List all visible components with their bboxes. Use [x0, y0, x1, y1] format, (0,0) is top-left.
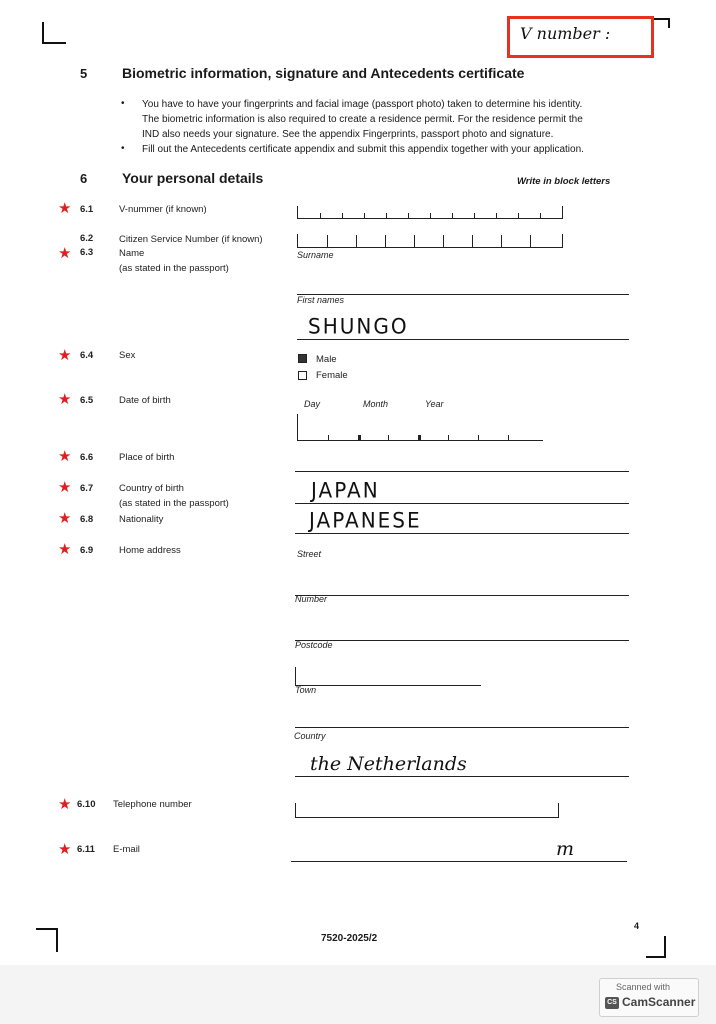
email-value-fragment: m: [556, 838, 575, 860]
form-code: 7520-2025/2: [321, 933, 378, 944]
field-6-1-number: 6.1: [80, 204, 94, 215]
field-6-2-label: Citizen Service Number (if known): [119, 234, 263, 245]
field-6-2-number: 6.2: [80, 233, 94, 244]
surname-label: Surname: [297, 250, 334, 260]
sex-male-checkbox[interactable]: [298, 354, 307, 363]
field-6-10-number: 6.10: [77, 799, 96, 810]
field-6-8-number: 6.8: [80, 514, 94, 525]
field-6-3-sublabel: (as stated in the passport): [119, 263, 229, 274]
required-star-icon: ★: [58, 200, 72, 217]
annotation-text: V number :: [520, 24, 611, 43]
year-label: Year: [425, 399, 444, 409]
field-6-5-number: 6.5: [80, 395, 94, 406]
corner-mark-bottom-left: [36, 928, 58, 952]
number-input[interactable]: [295, 640, 629, 641]
corner-mark-top-right: [652, 18, 670, 28]
street-input[interactable]: [295, 595, 629, 596]
field-6-4-label: Sex: [119, 350, 136, 361]
field-6-7-number: 6.7: [80, 483, 94, 494]
telephone-input[interactable]: [295, 803, 559, 818]
field-6-7-label: Country of birth: [119, 483, 184, 494]
street-label: Street: [297, 549, 322, 559]
section-6-title: Your personal details: [122, 170, 264, 186]
page-number: 4: [634, 921, 640, 931]
section-6-number: 6: [80, 171, 88, 186]
day-label: Day: [304, 399, 321, 409]
field-6-9-number: 6.9: [80, 545, 94, 556]
country-label: Country: [294, 731, 326, 741]
required-star-icon: ★: [58, 841, 72, 858]
first-names-label: First names: [297, 295, 345, 305]
required-star-icon: ★: [58, 347, 72, 364]
required-star-icon: ★: [58, 796, 72, 813]
section-5-title: Biometric information, signature and Antecedents certificate: [122, 65, 525, 81]
camscanner-watermark: [599, 978, 699, 1017]
annotation-box: [507, 16, 654, 58]
country-input[interactable]: [295, 776, 629, 777]
date-of-birth-input[interactable]: [297, 414, 543, 441]
postcode-label: Postcode: [295, 640, 333, 650]
nationality-value: JAPANESE: [309, 507, 422, 533]
field-6-6-label: Place of birth: [119, 452, 175, 463]
field-6-9-label: Home address: [119, 545, 181, 556]
section-5-number: 5: [80, 66, 88, 81]
field-6-4-number: 6.4: [80, 350, 94, 361]
required-star-icon: ★: [58, 245, 72, 262]
field-6-3-label: Name: [119, 248, 145, 259]
bullet-2-text: Fill out the Antecedents certificate appendix and submit this appendix together with your application.: [142, 144, 584, 155]
bullet-1-line-3: IND also needs your signature. See the appendix Fingerprints, passport photo and signature.: [142, 129, 554, 140]
sex-female-checkbox[interactable]: [298, 371, 307, 380]
bullet-1-line-1: You have to have your fingerprints and facial image (passport photo) taken to determine his identity.: [142, 99, 583, 110]
camscanner-badge-text: CS: [607, 999, 617, 1006]
country-of-birth-input[interactable]: [295, 503, 629, 504]
camscanner-logo-icon: [605, 997, 619, 1009]
watermark-scanned-with: Scanned with: [616, 982, 671, 992]
town-label: Town: [295, 685, 317, 695]
nationality-input[interactable]: [295, 533, 629, 534]
number-label: Number: [295, 594, 328, 604]
sex-male-label: Male: [316, 354, 337, 365]
v-number-input[interactable]: [297, 206, 563, 219]
watermark-brand: CamScanner: [622, 995, 696, 1009]
field-6-10-label: Telephone number: [113, 799, 192, 810]
sex-female-label: Female: [316, 370, 348, 381]
required-star-icon: ★: [58, 448, 72, 465]
month-label: Month: [363, 399, 389, 409]
field-6-11-label: E-mail: [113, 844, 140, 855]
field-6-11-number: 6.11: [77, 844, 95, 855]
block-letters-note: Write in block letters: [517, 176, 611, 187]
country-value: the Netherlands: [310, 753, 467, 775]
first-names-input[interactable]: [297, 339, 629, 340]
field-6-7-sublabel: (as stated in the passport): [119, 498, 229, 509]
required-star-icon: ★: [58, 479, 72, 496]
country-of-birth-value: JAPAN: [311, 477, 380, 503]
corner-mark-top-left: [42, 22, 66, 44]
email-input[interactable]: [291, 861, 627, 862]
bullet-marker: •: [121, 143, 125, 154]
place-of-birth-input[interactable]: [295, 471, 629, 472]
field-6-3-number: 6.3: [80, 247, 94, 258]
first-names-value: SHUNGO: [308, 313, 409, 339]
postcode-input[interactable]: [295, 667, 481, 686]
bullet-1-line-2: The biometric information is also required to create a residence permit. For the residence permit the: [142, 114, 583, 125]
required-star-icon: ★: [58, 391, 72, 408]
town-input[interactable]: [295, 727, 629, 728]
required-star-icon: ★: [58, 510, 72, 527]
field-6-6-number: 6.6: [80, 452, 94, 463]
field-6-1-label: V-nummer (if known): [119, 204, 207, 215]
surname-input[interactable]: [297, 294, 629, 295]
field-6-8-label: Nationality: [119, 514, 164, 525]
field-6-5-label: Date of birth: [119, 395, 171, 406]
bsn-input[interactable]: [297, 234, 563, 248]
required-star-icon: ★: [58, 541, 72, 558]
bullet-marker: •: [121, 98, 125, 109]
corner-mark-bottom-right: [646, 936, 666, 958]
